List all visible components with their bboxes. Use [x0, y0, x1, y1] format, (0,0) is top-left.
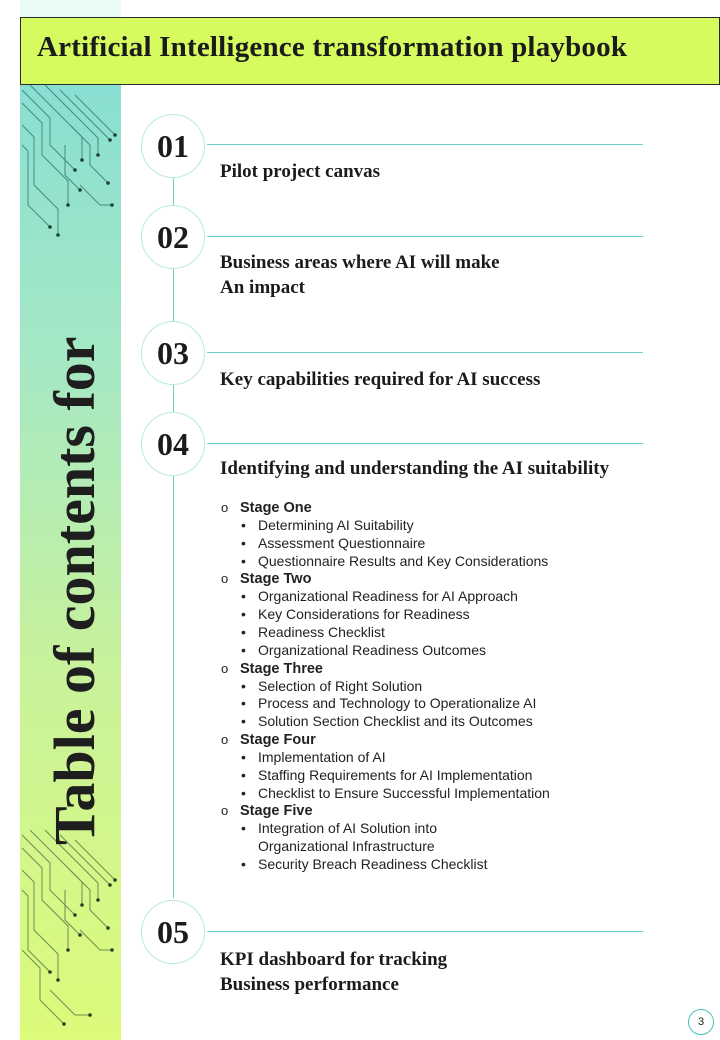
- bullet-glyph: •: [241, 677, 246, 694]
- list-item[interactable]: [221, 820, 661, 838]
- list-item-text: Organizational Readiness Outcomes: [258, 641, 487, 658]
- circuit-pattern-bottom: [20, 830, 121, 1040]
- page-number: 3: [688, 1009, 714, 1035]
- sidebar-strip-top: [20, 0, 121, 17]
- bullet-glyph: •: [241, 517, 246, 533]
- header-banner: [20, 17, 720, 85]
- stage-marker: o: [221, 571, 229, 587]
- list-item-text: Organizational Infrastructure: [258, 838, 435, 855]
- stage-marker: o: [221, 731, 229, 747]
- bullet-glyph: •: [241, 606, 246, 623]
- list-item[interactable]: [221, 517, 661, 535]
- stage-name: Stage Three: [240, 660, 323, 677]
- bullet-glyph: •: [241, 534, 246, 551]
- section-divider: [207, 236, 643, 237]
- section-title-line: Key capabilities required for AI success: [220, 369, 541, 390]
- stage-heading[interactable]: [221, 570, 661, 588]
- stage-marker: o: [221, 500, 229, 515]
- section-number-circle: 04: [141, 412, 205, 476]
- stage-heading[interactable]: [221, 731, 661, 749]
- section-title[interactable]: [220, 367, 540, 392]
- list-item-text: Security Breach Readiness Checklist: [258, 855, 488, 872]
- list-item[interactable]: [221, 642, 661, 660]
- stage-heading[interactable]: [221, 499, 661, 517]
- bullet-glyph: •: [241, 784, 246, 801]
- list-item[interactable]: [221, 588, 661, 606]
- list-item[interactable]: [221, 535, 661, 553]
- list-item-text: Integration of AI Solution into: [258, 820, 438, 837]
- section-title-line: Business areas where AI will make: [220, 252, 500, 273]
- stage-name: Stage One: [240, 500, 312, 516]
- bullet-glyph: •: [241, 695, 246, 712]
- list-item-text: Questionnaire Results and Key Considerations: [258, 552, 549, 569]
- section-divider: [207, 352, 643, 353]
- section-number-circle: 01: [141, 114, 205, 178]
- section-title-line: KPI dashboard for tracking: [220, 949, 448, 970]
- bullet-glyph: •: [241, 623, 246, 640]
- bullet-glyph: •: [241, 552, 246, 569]
- list-item[interactable]: [221, 713, 661, 731]
- list-item[interactable]: [221, 767, 661, 785]
- bullet-glyph: •: [241, 713, 246, 730]
- list-item-text: Organizational Readiness for AI Approach: [258, 588, 518, 605]
- section-title[interactable]: [220, 947, 447, 997]
- list-item-text: Implementation of AI: [258, 748, 386, 765]
- section-title[interactable]: [220, 456, 609, 481]
- bullet-glyph: •: [241, 588, 246, 605]
- section-number-circle: 05: [141, 900, 205, 964]
- stages-list: [221, 499, 661, 874]
- stage-name: Stage Five: [240, 803, 313, 820]
- bullet-glyph: •: [241, 820, 246, 837]
- list-item-text: Process and Technology to Operationalize AI: [258, 695, 537, 712]
- section-divider: [207, 931, 643, 932]
- stage-name: Stage Four: [240, 731, 316, 748]
- list-item[interactable]: [221, 553, 661, 571]
- sidebar-vertical-title: Table of contents for: [42, 336, 107, 845]
- section-title-line: Business performance: [220, 974, 399, 995]
- list-item-text: Readiness Checklist: [258, 623, 385, 640]
- page-title: Artificial Intelligence transformation playbook: [37, 31, 628, 63]
- stage-heading[interactable]: [221, 660, 661, 678]
- list-item[interactable]: [221, 856, 661, 874]
- list-item-text: Staffing Requirements for AI Implementation: [258, 766, 533, 783]
- section-divider: [207, 144, 643, 145]
- list-item-continuation: [221, 838, 661, 856]
- section-number-circle: 03: [141, 321, 205, 385]
- section-title-line: An impact: [220, 277, 305, 298]
- list-item[interactable]: [221, 606, 661, 624]
- list-item-text: Selection of Right Solution: [258, 677, 423, 694]
- bullet-glyph: •: [241, 855, 246, 872]
- list-item[interactable]: [221, 678, 661, 696]
- stage-name: Stage Two: [240, 571, 312, 588]
- list-item[interactable]: [221, 749, 661, 767]
- list-item-text: Solution Section Checklist and its Outcomes: [258, 713, 533, 730]
- timeline-connector: [173, 178, 174, 898]
- list-item[interactable]: [221, 785, 661, 803]
- circuit-pattern-top: [20, 85, 121, 275]
- section-title-line: Identifying and understanding the AI suitability: [220, 458, 610, 479]
- section-title[interactable]: [220, 159, 380, 184]
- section-title-line: Pilot project canvas: [220, 161, 381, 182]
- list-item-text: Determining AI Suitability: [258, 517, 414, 533]
- bullet-glyph: •: [241, 641, 246, 658]
- bullet-glyph: •: [241, 748, 246, 765]
- bullet-glyph: •: [241, 766, 246, 783]
- list-item-text: Checklist to Ensure Successful Implementation: [258, 784, 550, 801]
- stage-heading[interactable]: [221, 802, 661, 820]
- list-item[interactable]: [221, 695, 661, 713]
- section-title[interactable]: [220, 250, 500, 300]
- section-divider: [207, 443, 643, 444]
- list-item-text: Key Considerations for Readiness: [258, 606, 470, 623]
- stage-marker: o: [221, 803, 229, 819]
- list-item[interactable]: [221, 624, 661, 642]
- section-number-circle: 02: [141, 205, 205, 269]
- stage-marker: o: [221, 660, 229, 676]
- list-item-text: Assessment Questionnaire: [258, 534, 426, 551]
